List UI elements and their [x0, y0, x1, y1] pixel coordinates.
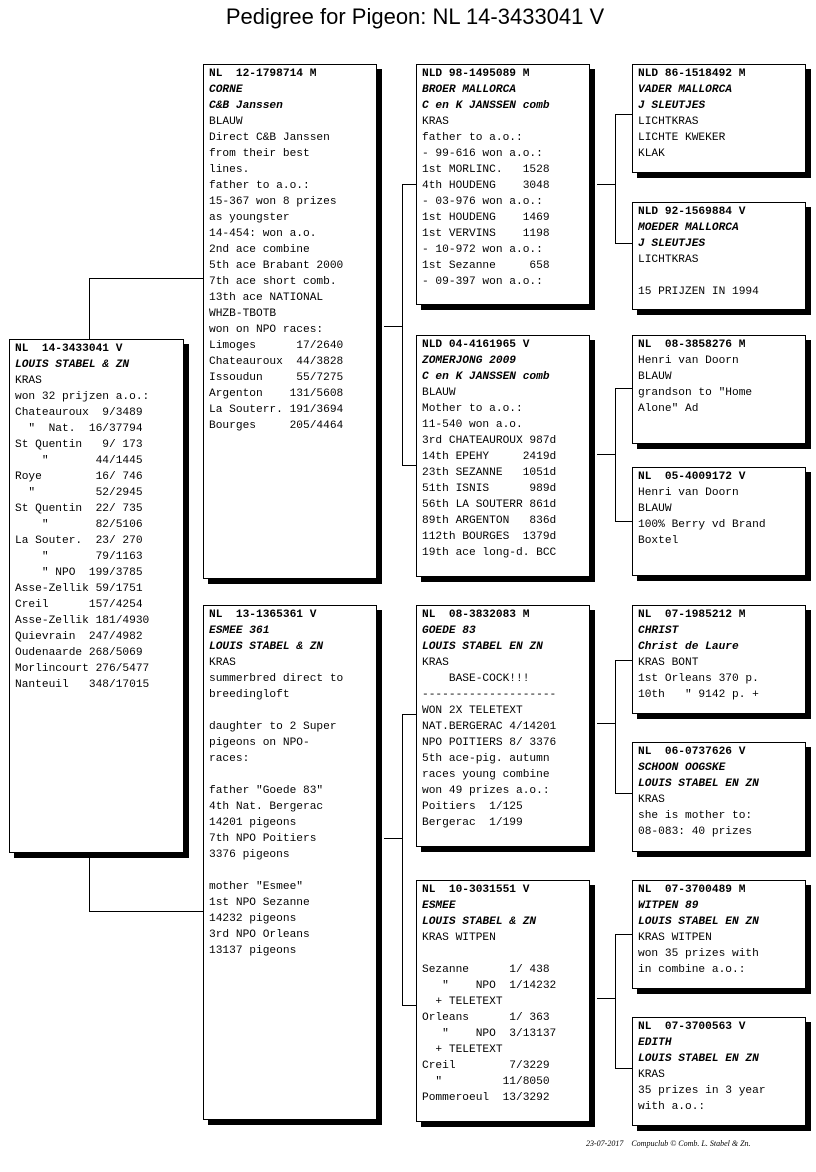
pedigree-line: 3rd NPO Orleans [209, 929, 310, 941]
pedigree-line: -------------------- [422, 689, 557, 701]
pedigree-line: Limoges 17/2640 [209, 340, 344, 352]
pedigree-line: - 03-976 won a.o.: [422, 196, 543, 208]
pedigree-line: Creil 157/4254 [15, 599, 143, 611]
pedigree-line: Pommeroeul 13/3292 [422, 1092, 550, 1104]
pedigree-line: races: [209, 753, 250, 765]
pedigree-line: KRAS [638, 794, 665, 806]
pedigree-line: 4th HOUDENG 3048 [422, 180, 550, 192]
ring-number: NL 07-1985212 M [638, 609, 746, 621]
pedigree-line: Asse-Zellik 181/4930 [15, 615, 150, 627]
ring-number: NL 07-3700489 M [638, 884, 746, 896]
pedigree-line: BASE-COCK!!! [422, 673, 530, 685]
breeder-name: LOUIS STABEL & ZN [422, 916, 537, 928]
pedigree-line: NAT.BERGERAC 4/14201 [422, 721, 557, 733]
ring-number: NL 12-1798714 M [209, 68, 317, 80]
pedigree-line: won 32 prijzen a.o.: [15, 391, 150, 403]
pigeon-name: EDITH [638, 1037, 672, 1049]
pigeon-name: CHRIST [638, 625, 679, 637]
pedigree-line: " 82/5106 [15, 519, 143, 531]
footer [586, 1139, 751, 1148]
pedigree-line: " 79/1163 [15, 551, 143, 563]
pedigree-line: daughter to 2 Super [209, 721, 337, 733]
ring-number: NLD 86-1518492 M [638, 68, 746, 80]
ring-number: NL 08-3832083 M [422, 609, 530, 621]
ring-number: NL 06-0737626 V [638, 746, 746, 758]
pedigree-line: + TELETEXT [422, 1044, 503, 1056]
pedigree-line: BLAUW [638, 503, 672, 515]
pedigree-line: 89th ARGENTON 836d [422, 515, 557, 527]
breeder-name: LOUIS STABEL EN ZN [638, 916, 759, 928]
maternal-grandfather-card [416, 605, 590, 847]
pedigree-line: with a.o.: [638, 1101, 706, 1113]
connector-line [615, 660, 616, 794]
pigeon-name: ESMEE 361 [209, 625, 270, 637]
pedigree-line: KRAS [209, 657, 236, 669]
breeder-name: LOUIS STABEL & ZN [209, 641, 324, 653]
pedigree-line: summerbred direct to [209, 673, 344, 685]
pedigree-line: Issoudun 55/7275 [209, 372, 344, 384]
breeder-name: C en K JANSSEN comb [422, 371, 550, 383]
pedigree-line: Henri van Doorn [638, 355, 739, 367]
pedigree-line: 35 prizes in 3 year [638, 1085, 766, 1097]
pedigree-line: NPO POITIERS 8/ 3376 [422, 737, 557, 749]
connector-line [89, 911, 204, 912]
pedigree-line: races young combine [422, 769, 550, 781]
pedigree-line: WON 2X TELETEXT [422, 705, 523, 717]
pedigree-line: BLAUW [638, 371, 672, 383]
pedigree-line: 56th LA SOUTERR 861d [422, 499, 557, 511]
pedigree-line: Morlincourt 276/5477 [15, 663, 150, 675]
pedigree-line: 15-367 won 8 prizes [209, 196, 337, 208]
connector-line [615, 934, 616, 1069]
pigeon-name: ESMEE [422, 900, 456, 912]
connector-line [615, 793, 633, 794]
ring-number: NL 08-3858276 M [638, 339, 746, 351]
pedigree-line: " 44/1445 [15, 455, 143, 467]
pedigree-line: LICHTKRAS [638, 254, 699, 266]
connector-line [402, 1005, 417, 1006]
pedigree-line: 3rd CHATEAUROUX 987d [422, 435, 557, 447]
pedigree-line: pigeons on NPO- [209, 737, 310, 749]
great-grandparent-card-fmm [632, 467, 806, 576]
connector-line [597, 184, 616, 185]
pigeon-name: VADER MALLORCA [638, 84, 732, 96]
connector-line [597, 723, 616, 724]
pedigree-line [638, 268, 805, 284]
pedigree-line: father to a.o.: [422, 132, 523, 144]
great-grandparent-card-fff [632, 64, 806, 173]
pedigree-line: 1st Orleans 370 p. [638, 673, 759, 685]
pedigree-line: Alone" Ad [638, 403, 699, 415]
pedigree-line: 1st NPO Sezanne [209, 897, 310, 909]
pedigree-line: KLAK [638, 148, 665, 160]
great-grandparent-card-fmf [632, 335, 806, 444]
pedigree-line: Henri van Doorn [638, 487, 739, 499]
pedigree-line: " 52/2945 [15, 487, 143, 499]
father-card [203, 64, 377, 579]
pedigree-line: in combine a.o.: [638, 964, 746, 976]
pedigree-line: Nanteuil 348/17015 [15, 679, 150, 691]
pedigree-line: Direct C&B Janssen [209, 132, 330, 144]
pigeon-name: CORNE [209, 84, 243, 96]
connector-line [615, 114, 633, 115]
pedigree-line: KRAS [638, 1069, 665, 1081]
pedigree-line: Roye 16/ 746 [15, 471, 143, 483]
pedigree-line: Bergerac 1/199 [422, 817, 523, 829]
pigeon-name: ZOMERJONG 2009 [422, 355, 516, 367]
pedigree-line: " 11/8050 [422, 1076, 550, 1088]
pedigree-line: " NPO 199/3785 [15, 567, 143, 579]
connector-line [597, 454, 616, 455]
pedigree-line: 13137 pigeons [209, 945, 297, 957]
pedigree-line: 5th ace Brabant 2000 [209, 260, 344, 272]
pedigree-line: 13th ace NATIONAL [209, 292, 324, 304]
pigeon-name: WITPEN 89 [638, 900, 699, 912]
pedigree-line: Boxtel [638, 535, 679, 547]
great-grandparent-card-mfm [632, 742, 806, 852]
ring-number: NLD 98-1495089 M [422, 68, 530, 80]
pedigree-line: Chateauroux 9/3489 [15, 407, 143, 419]
pedigree-line: - 99-616 won a.o.: [422, 148, 543, 160]
pedigree-line: 1st VERVINS 1198 [422, 228, 550, 240]
mother-card [203, 605, 377, 1120]
pedigree-line: 112th BOURGES 1379d [422, 531, 557, 543]
pedigree-line: 2nd ace combine [209, 244, 310, 256]
connector-line [402, 714, 417, 715]
footer-credit: Compuclub © Comb. L. Stabel & Zn. [631, 1139, 751, 1148]
pedigree-line: - 09-397 won a.o.: [422, 276, 543, 288]
pedigree-line: Asse-Zellik 59/1751 [15, 583, 143, 595]
pedigree-line: KRAS [15, 375, 42, 387]
breeder-name: Christ de Laure [638, 641, 739, 653]
pedigree-line: KRAS [422, 116, 449, 128]
pedigree-line: 1st MORLINC. 1528 [422, 164, 550, 176]
pedigree-line: 1st HOUDENG 1469 [422, 212, 550, 224]
pedigree-line: 5th ace-pig. autumn [422, 753, 550, 765]
pedigree-line: KRAS WITPEN [638, 932, 712, 944]
breeder-name: J SLEUTJES [638, 238, 706, 250]
pedigree-line [422, 946, 589, 962]
pedigree-line: KRAS BONT [638, 657, 699, 669]
pedigree-line: 11-540 won a.o. [422, 419, 523, 431]
connector-line [615, 934, 633, 935]
pedigree-line: Orleans 1/ 363 [422, 1012, 550, 1024]
connector-line [615, 388, 633, 389]
pedigree-line: LICHTKRAS [638, 116, 699, 128]
great-grandparent-card-mmm [632, 1017, 806, 1126]
ring-number: NL 14-3433041 V [15, 343, 123, 355]
pedigree-line: 7th NPO Poitiers [209, 833, 317, 845]
connector-line [402, 465, 417, 466]
pigeon-name: MOEDER MALLORCA [638, 222, 739, 234]
ring-number: NL 07-3700563 V [638, 1021, 746, 1033]
pedigree-line: Creil 7/3229 [422, 1060, 550, 1072]
connector-line [615, 660, 633, 661]
pedigree-line: WHZB-TBOTB [209, 308, 277, 320]
pedigree-line: 14232 pigeons [209, 913, 297, 925]
ring-number: NL 05-4009172 V [638, 471, 746, 483]
pigeon-name: BROER MALLORCA [422, 84, 516, 96]
ring-number: NLD 92-1569884 V [638, 206, 746, 218]
pedigree-line [209, 703, 376, 719]
ring-number: NLD 04-4161965 V [422, 339, 530, 351]
paternal-grandfather-card [416, 64, 590, 305]
pedigree-line: lines. [209, 164, 250, 176]
pedigree-line: won 49 prizes a.o.: [422, 785, 550, 797]
pedigree-line: 14-454: won a.o. [209, 228, 317, 240]
pedigree-line: as youngster [209, 212, 290, 224]
pigeon-name: GOEDE 83 [422, 625, 476, 637]
breeder-name: LOUIS STABEL EN ZN [422, 641, 543, 653]
breeder-name: LOUIS STABEL & ZN [15, 359, 130, 371]
breeder-name: LOUIS STABEL EN ZN [638, 778, 759, 790]
pedigree-line: 14th EPEHY 2419d [422, 451, 557, 463]
breeder-name: C&B Janssen [209, 100, 283, 112]
paternal-grandmother-card [416, 335, 590, 577]
great-grandparent-card-mmf [632, 880, 806, 989]
pedigree-line: " NPO 3/13137 [422, 1028, 557, 1040]
connector-line [402, 714, 403, 1006]
pedigree-line: 15 PRIJZEN IN 1994 [638, 286, 759, 298]
pedigree-line: 14201 pigeons [209, 817, 297, 829]
ring-number: NL 10-3031551 V [422, 884, 530, 896]
pedigree-line: 1st Sezanne 658 [422, 260, 550, 272]
pedigree-line: Argenton 131/5608 [209, 388, 344, 400]
ring-number: NL 13-1365361 V [209, 609, 317, 621]
pigeon-name: SCHOON OOGSKE [638, 762, 726, 774]
pedigree-line: won on NPO races: [209, 324, 324, 336]
pedigree-line: Mother to a.o.: [422, 403, 523, 415]
connector-line [615, 388, 616, 522]
connector-line [384, 326, 403, 327]
connector-line [402, 184, 403, 466]
pedigree-line: BLAUW [422, 387, 456, 399]
pedigree-line: she is mother to: [638, 810, 753, 822]
connector-line [402, 184, 417, 185]
pedigree-line: 08-083: 40 prizes [638, 826, 753, 838]
pedigree-line: father to a.o.: [209, 180, 310, 192]
pedigree-line: " NPO 1/14232 [422, 980, 557, 992]
connector-line [615, 1068, 633, 1069]
breeder-name: J SLEUTJES [638, 100, 706, 112]
connector-line [89, 278, 90, 340]
breeder-name: LOUIS STABEL EN ZN [638, 1053, 759, 1065]
pedigree-line: La Souter. 23/ 270 [15, 535, 143, 547]
pedigree-line: KRAS WITPEN [422, 932, 496, 944]
pedigree-line: from their best [209, 148, 310, 160]
pedigree-line: 23th SEZANNE 1051d [422, 467, 557, 479]
footer-date: 23-07-2017 [586, 1139, 624, 1148]
pedigree-line: + TELETEXT [422, 996, 503, 1008]
connector-line [615, 521, 633, 522]
pedigree-line: Oudenaarde 268/5069 [15, 647, 143, 659]
pedigree-line [209, 767, 376, 783]
pedigree-line: Poitiers 1/125 [422, 801, 523, 813]
pedigree-line: grandson to "Home [638, 387, 753, 399]
pedigree-line: BLAUW [209, 116, 243, 128]
pedigree-line: 100% Berry vd Brand [638, 519, 766, 531]
pedigree-line: " Nat. 16/37794 [15, 423, 143, 435]
connector-line [89, 852, 90, 912]
great-grandparent-card-ffm [632, 202, 806, 310]
pedigree-line: Bourges 205/4464 [209, 420, 344, 432]
pedigree-line: breedingloft [209, 689, 290, 701]
pedigree-line: 51th ISNIS 989d [422, 483, 557, 495]
pedigree-line: St Quentin 9/ 173 [15, 439, 143, 451]
pedigree-line: mother "Esmee" [209, 881, 303, 893]
pedigree-line: father "Goede 83" [209, 785, 324, 797]
pedigree-line: 3376 pigeons [209, 849, 290, 861]
pedigree-line [209, 863, 376, 879]
pedigree-line: La Souterr. 191/3694 [209, 404, 344, 416]
subject-card [9, 339, 184, 853]
pedigree-line: 4th Nat. Bergerac [209, 801, 324, 813]
pedigree-line: KRAS [422, 657, 449, 669]
pedigree-line: 7th ace short comb. [209, 276, 337, 288]
connector-line [615, 243, 633, 244]
pedigree-line: LICHTE KWEKER [638, 132, 726, 144]
breeder-name: C en K JANSSEN comb [422, 100, 550, 112]
connector-line [89, 278, 204, 279]
connector-line [615, 114, 616, 244]
pedigree-line: Quievrain 247/4982 [15, 631, 143, 643]
pedigree-line: St Quentin 22/ 735 [15, 503, 143, 515]
pedigree-line: 10th " 9142 p. + [638, 689, 759, 701]
pedigree-line: - 10-972 won a.o.: [422, 244, 543, 256]
pedigree-line: won 35 prizes with [638, 948, 759, 960]
pedigree-line: Chateauroux 44/3828 [209, 356, 344, 368]
page-title: Pedigree for Pigeon: NL 14-3433041 V [225, 4, 605, 29]
pedigree-line: 19th ace long-d. BCC [422, 547, 557, 559]
connector-line [384, 838, 403, 839]
maternal-grandmother-card [416, 880, 590, 1122]
great-grandparent-card-mff [632, 605, 806, 714]
pedigree-line: Sezanne 1/ 438 [422, 964, 550, 976]
connector-line [597, 998, 616, 999]
